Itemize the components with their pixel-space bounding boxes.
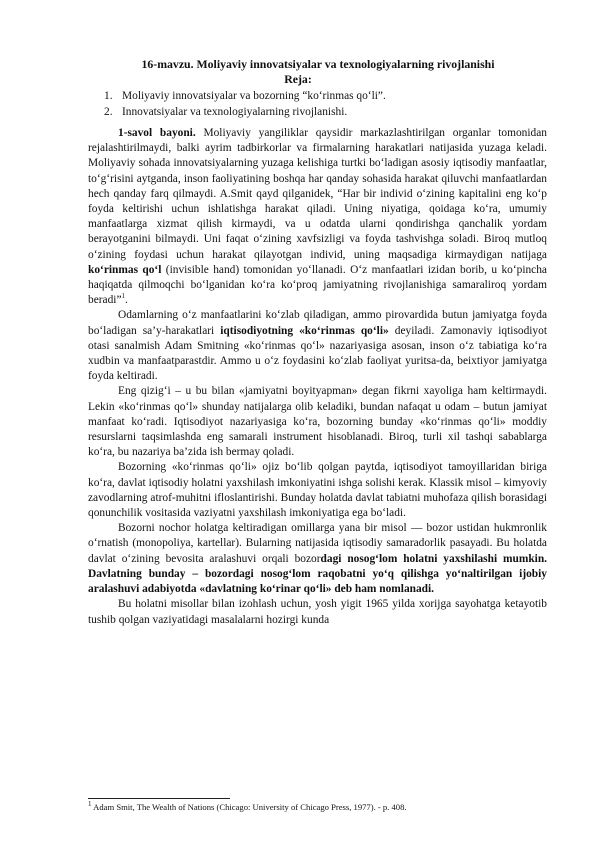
paragraph — [88, 308, 547, 384]
paragraph-text: deyiladi. Zamonaviy iqtisodiyot otasi sanalmish Adam Smitning «ko‘rinmas qo‘l» nazariyasiga asosan, inson o‘z tabiatiga ko‘ra xudbin va manfaatparastdir. Ammo u o‘z foydasini ko‘zlab faoliyat yuritsa-da, beixtiyor jamiyatga foyda keltiradi. — [88, 324, 547, 383]
plan-item-number: 2. — [104, 105, 113, 118]
plan-item-text: Moliyaviy innovatsiyalar va bozorning “ko‘rinmas qo‘li”. — [122, 90, 386, 102]
plan-item — [104, 89, 524, 105]
paragraph: Bozorning «ko‘rinmas qo‘li» ojiz bo‘lib qolgan paytda, iqtisodiyot tamoyillaridan biriga ko‘ra, davlat iqtisodiy holatni yaxshilash imkoniyatini ishga solishi kerak. Klassik misol – kimyoviy zavodlarning atrof-muhitni ifloslantirishi. Bunday holatda davlat tabiatni muhofaza qilish borasidagi qonunchilik vositasida vaziyatni yaxshilash imkoniyatiga ega bo‘ladi. — [88, 461, 547, 520]
paragraph-text: . — [125, 294, 128, 307]
plan-heading: Reja: — [284, 72, 312, 86]
plan-item-text: Innovatsiyalar va texnologiyalarning rivojlanishi. — [122, 105, 348, 118]
plan-item — [104, 105, 524, 121]
bold-term: iqtisodiyotning «ko‘rinmas qo‘li» — [220, 324, 389, 337]
plan-list — [104, 89, 524, 120]
paragraph: Eng qizig‘i – u bu bilan «jamiyatni boyityapman» degan fikrni xayoliga ham keltirmaydi. Lekin «ko‘rinmas qo‘l» shunday natijalarga olib keladiki, bundan nafaqat u odam – butun jamiyat manfaat ko‘radi. Iqtisodiyot nazariyasiga ko‘ra, bozorning bunday «ko‘rinmas qo‘li» moddiy resurslarni taqsimlashda eng samarali instrument hisoblanadi. Biroq, turli xil tashqi sabablarga ko‘ra, bu nazariya ba’zida ish bermay qoladi. — [88, 385, 547, 459]
page-title: 16-mavzu. Moliyaviy innovatsiyalar va texnologiyalarning rivojlanishi — [141, 57, 495, 71]
paragraph-text: Moliyaviy yangiliklar qaysidir markazlashtirilgan organlar tomonidan rejalashtirilmaydi, balki ayrim tadbirkorlar va firmalarning harakatlari natijasida yuzaga keladi. Moliyaviy sohada innovatsiyalarning yuzaga kelishiga turtki bo‘ladigan asosiy iqtisodiy manfaatlar, to‘g‘risini aytganda, inson faoliyatining boshqa har qanday sohasida harakat qiluvchi manfaatlardan hech qanday farq qilmaydi. A.Smit qayd qilganidek, “Har bir individ o‘zining kapitalini eng ko‘p foyda keltirishi uchun ishlatishga harakat qiladi. Uning niyatiga, qoidaga ko‘ra, umumiy manfaatlarga xizmat qilish kirmaydi, va u odatda ularni qondirishga qanchalik yordam berayotganini bilmaydi. Uni faqat o‘zining xavfsizligi va foyda tashvishga soladi. Biroq mutloq o‘zining foydasi uchun harakat qilayotgan individ, uning maqsadiga kirmaydigan natijaga — [88, 127, 547, 261]
paragraph — [88, 126, 547, 308]
footnote-divider — [88, 798, 230, 799]
question-lead: 1-savol bayoni. — [118, 127, 196, 139]
bold-term: dagi nosog‘lom holatni yaxshilashi mumkin. Davlatning bunday – bozordagi nosog‘lom raqobatni yo‘q qilishga yo‘naltirilgan ijobiy aralashuvi adabiyotda «davlatning ko‘rinar qo‘li» deb ham nomlanadi. — [88, 552, 547, 596]
footnote-ref[interactable]: 1 — [121, 292, 126, 301]
body-text — [88, 126, 547, 628]
footnote — [88, 802, 547, 813]
footnote-number: 1 — [88, 800, 92, 809]
plan-item-number: 1. — [104, 90, 113, 102]
paragraph: Bu holatni misollar bilan izohlash uchun, yosh yigit 1965 yilda xorijga sayohatga ketayotib tushib qolgan vaziyatidagi masalalarni hozirgi kunda — [88, 598, 547, 626]
paragraph-text: Bozorni nochor holatga keltiradigan omillarga yana bir misol — bozor ustidan hukmronlik o‘rnatish (monopoliya, kartellar). Bularning natijasida iqtisodiy samaradorlik pasayadi. Bu holatda davlat o‘zining bevosita aralashuvi orqali bozor — [88, 522, 547, 565]
bold-term: ko‘rinmas qo‘l — [88, 263, 162, 276]
paragraph-text: (invisible hand) tomonidan yo‘llanadi. O‘z manfaatlari izidan borib, u ko‘pincha haqiqatda qilmoqchi bo‘lganidan ko‘ra ko‘proq jamiyatning rivojlanishiga samaraliroq yordam beradi” — [88, 263, 547, 307]
footnote-text: Adam Smit, The Wealth of Nations (Chicago: University of Chicago Press, 1977). - p. 408. — [91, 802, 407, 812]
paragraph-text: Odamlarning o‘z manfaatlarini ko‘zlab qiladigan, ammo pirovardida butun jamiyatga foyda bo‘ladigan sa’y-harakatlari — [88, 309, 547, 337]
paragraph — [88, 521, 547, 597]
